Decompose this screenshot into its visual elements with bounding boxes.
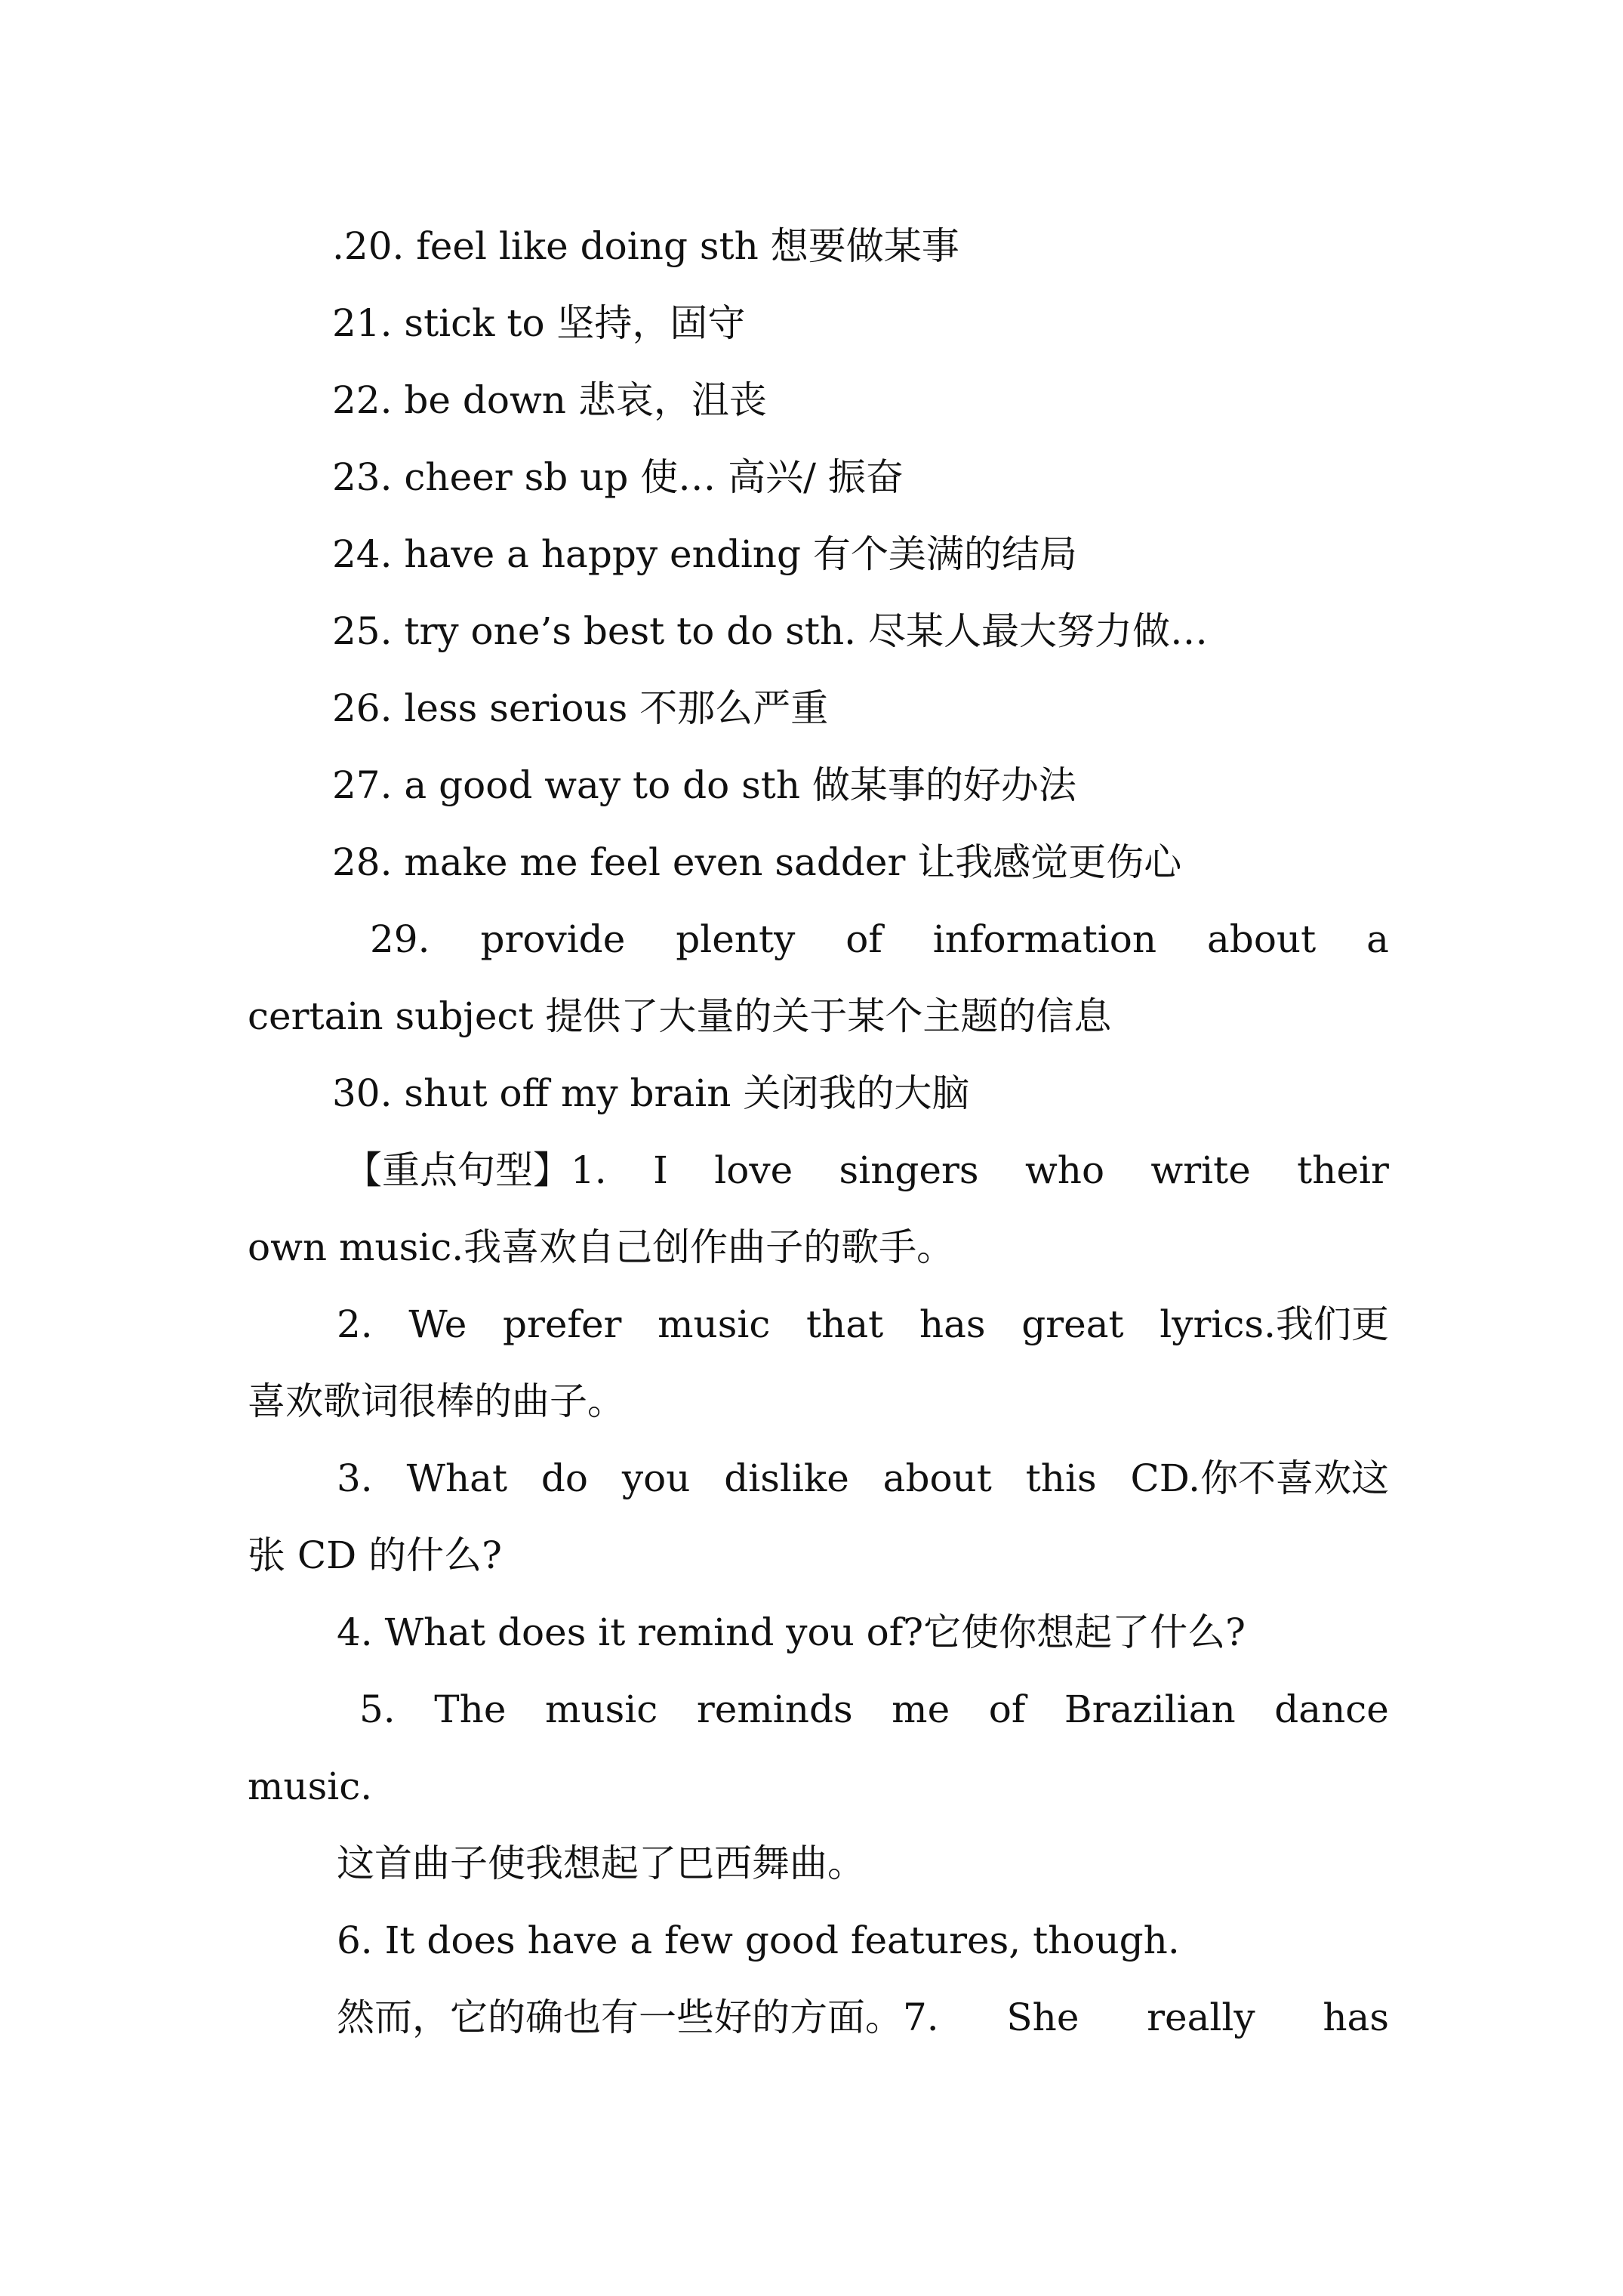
word: has — [1323, 1996, 1389, 2039]
phrase-26: 26. less serious 不那么严重 — [332, 686, 829, 730]
word: 3. — [337, 1456, 373, 1500]
phrase-29-line1 — [370, 917, 1389, 962]
phrase-30: 30. shut off my brain 关闭我的大脑 — [332, 1071, 970, 1115]
word: CD.你不喜欢这 — [1130, 1456, 1389, 1500]
word: The — [434, 1687, 507, 1731]
word: singers — [839, 1148, 979, 1192]
word: dislike — [724, 1456, 849, 1500]
word: love — [714, 1148, 793, 1192]
word: of — [845, 917, 882, 961]
phrase-20: .20. feel like doing sth 想要做某事 — [332, 224, 959, 268]
word: information — [932, 917, 1157, 961]
key-sentence-5-translation: 这首曲子使我想起了巴西舞曲。 — [337, 1841, 865, 1885]
phrase-29-line2: certain subject 提供了大量的关于某个主题的信息 — [248, 994, 1112, 1038]
word: 然而，它的确也有一些好的方面。7. — [337, 1996, 939, 2039]
word: plenty — [676, 917, 796, 961]
word: 5. — [359, 1687, 396, 1731]
key-sentence-2-line2: 喜欢歌词很棒的曲子。 — [248, 1379, 625, 1423]
word: prefer — [502, 1302, 622, 1346]
word: We — [408, 1302, 467, 1346]
word: 【重点句型】1. — [344, 1148, 607, 1192]
word: music — [658, 1302, 771, 1346]
word: do — [540, 1456, 589, 1500]
word: who — [1024, 1148, 1105, 1192]
word: of — [988, 1687, 1026, 1731]
word: music — [545, 1687, 658, 1731]
phrase-22: 22. be down 悲哀，沮丧 — [332, 378, 767, 422]
word: you — [621, 1456, 691, 1500]
phrase-21: 21. stick to 坚持，固守 — [332, 301, 746, 345]
word: me — [892, 1687, 950, 1731]
key-sentence-4: 4. What does it remind you of?它使你想起了什么? — [337, 1610, 1246, 1654]
key-sentence-5-line1 — [359, 1687, 1389, 1732]
word: provide — [480, 917, 626, 961]
word: their — [1297, 1148, 1389, 1192]
word: What — [406, 1456, 508, 1500]
word: great — [1021, 1302, 1124, 1346]
key-sentence-1-line1 — [344, 1148, 1389, 1193]
word: this — [1025, 1456, 1097, 1500]
word: a — [1366, 917, 1389, 961]
key-sentence-3-line2: 张 CD 的什么? — [248, 1533, 502, 1577]
word: really — [1147, 1996, 1255, 2039]
word: about — [1207, 917, 1317, 961]
word: I — [653, 1148, 668, 1192]
word: She — [1006, 1996, 1079, 2039]
word: dance — [1274, 1687, 1389, 1731]
word: Brazilian — [1064, 1687, 1236, 1731]
phrase-28: 28. make me feel even sadder 让我感觉更伤心 — [332, 840, 1182, 884]
word: write — [1150, 1148, 1251, 1192]
word: that — [806, 1302, 884, 1346]
word: lyrics.我们更 — [1160, 1302, 1389, 1346]
word: 2. — [337, 1302, 373, 1346]
key-sentence-6-translation — [337, 1995, 1389, 2040]
word: about — [882, 1456, 992, 1500]
key-sentence-5-line2: music. — [248, 1764, 373, 1808]
key-sentence-2-line1 — [337, 1302, 1389, 1347]
key-sentence-3-line1 — [337, 1456, 1389, 1501]
word: has — [919, 1302, 986, 1346]
key-sentence-6: 6. It does have a few good features, though. — [337, 1918, 1180, 1962]
key-sentence-1-line2: own music.我喜欢自己创作曲子的歌手。 — [248, 1225, 955, 1269]
word: reminds — [696, 1687, 853, 1731]
phrase-24: 24. have a happy ending 有个美满的结局 — [332, 532, 1077, 576]
phrase-23: 23. cheer sb up 使… 高兴/ 振奋 — [332, 455, 904, 499]
phrase-25: 25. try one’s best to do sth. 尽某人最大努力做… — [332, 609, 1208, 653]
phrase-27: 27. a good way to do sth 做某事的好办法 — [332, 763, 1076, 807]
word: 29. — [370, 917, 430, 961]
